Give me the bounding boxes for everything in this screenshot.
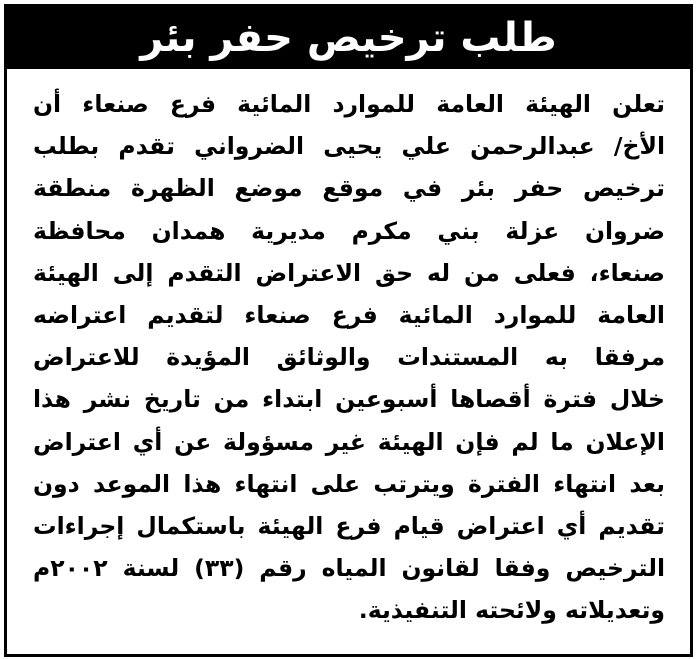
notice-line: تقديم أي اعتراض قيام فرع الهيئة باستكمال إجراءات xyxy=(33,511,665,540)
notice-line: الترخيص وفقا لقانون المياه رقم (٣٣) لسنة ٢٠٠٢م xyxy=(33,554,665,583)
notice-line: مرفقا به المستندات والوثائق المؤيدة للاعتراض xyxy=(33,343,665,372)
notice-line: الإعلان ما لم فإن الهيئة غير مسؤولة عن أي اعتراض xyxy=(33,427,665,456)
notice-frame xyxy=(4,4,693,657)
notice-line: ترخيص حفر بئر في موقع موضع الظهرة منطقة xyxy=(33,174,665,203)
notice-line: صنعاء، فعلى من له حق الاعتراض التقدم إلى الهيئة xyxy=(33,258,665,287)
notice-body xyxy=(33,83,665,631)
notice-line: خلال فترة أقصاها أسبوعين ابتداء من تاريخ نشر هذا xyxy=(33,385,665,414)
notice-line: ضروان عزلة بني مكرم مديرية همدان محافظة xyxy=(33,216,665,245)
notice-line: بعد انتهاء الفترة ويترتب على انتهاء هذا الموعد دون xyxy=(33,469,665,498)
notice-header xyxy=(7,7,690,69)
notice-line: تعلن الهيئة العامة للموارد المائية فرع صنعاء أن xyxy=(33,90,665,118)
notice-line: العامة للموارد المائية فرع صنعاء لتقديم اعتراضه xyxy=(33,300,665,329)
notice-title: طلب ترخيص حفر بئر xyxy=(140,15,557,61)
notice-line-last: وتعديلاته ولائحته التنفيذية. xyxy=(358,596,665,625)
notice-line: الأخ/ عبدالرحمن علي يحيى الضرواني تقدم بطلب xyxy=(33,132,665,161)
